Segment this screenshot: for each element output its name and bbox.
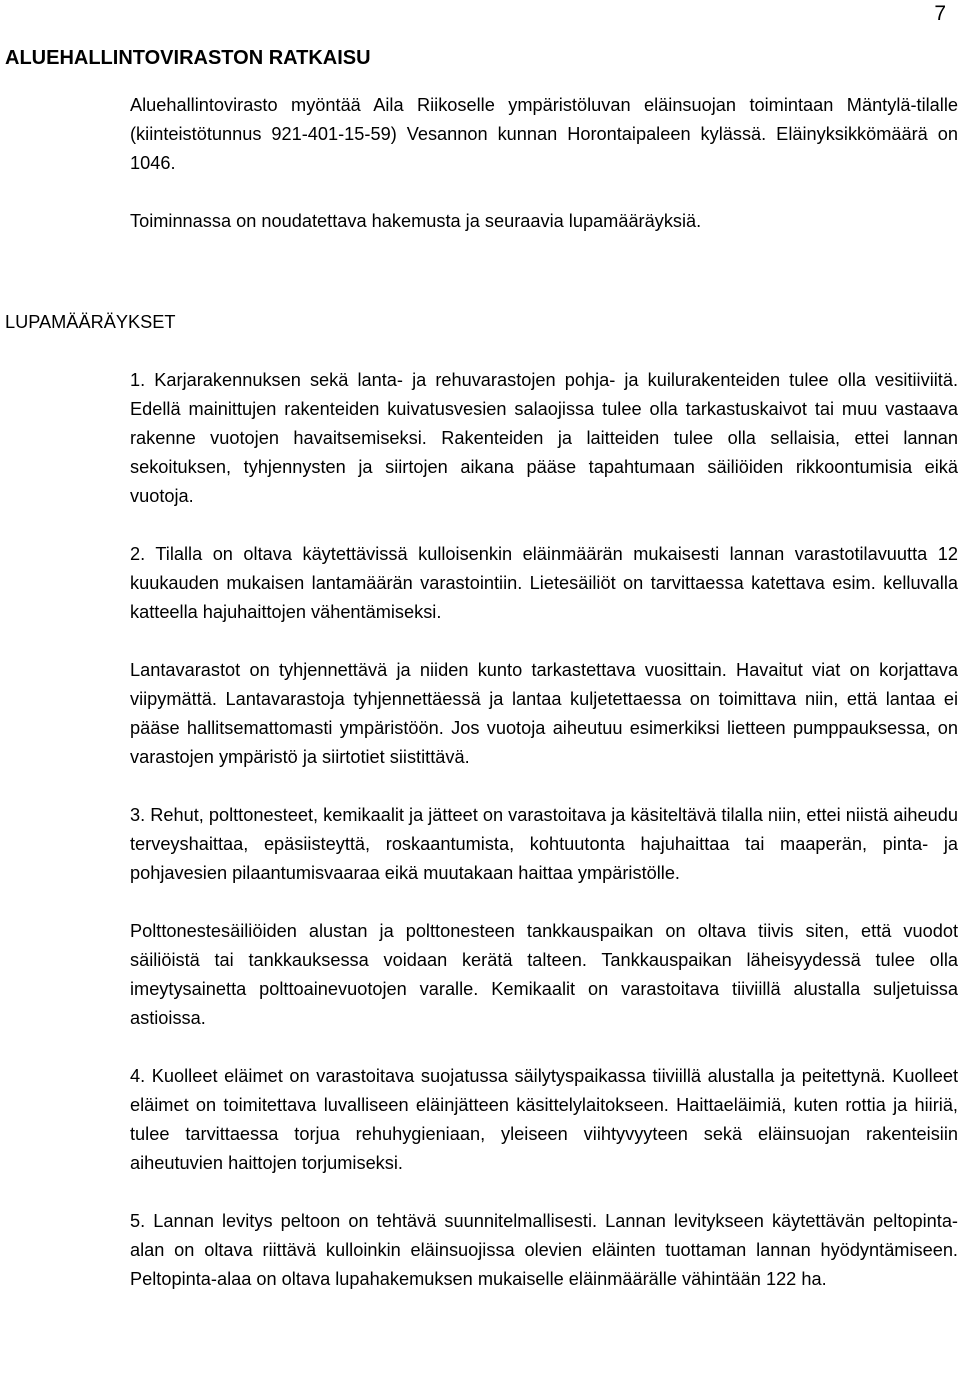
condition-paragraph: 5. Lannan levitys peltoon on tehtävä suunnitelmallisesti. Lannan levitykseen käytettävän peltopinta-alan on oltava riittävä kulloinkin eläinsuojissa olevien eläinten tuottaman lannan hyödyntämiseen. Peltopinta-alaa on oltava lupahakemuksen mukaiselle eläinmäärälle vähintään 122 ha.	[130, 1211, 958, 1289]
condition-paragraph: 3. Rehut, polttonesteet, kemikaalit ja jätteet on varastoitava ja käsiteltävä tilalla niin, ettei niistä aiheudu terveyshaittaa, epäsiisteyttä, roskaantumista, kohtuutonta hajuhaittaa tai maaperän, pinta- ja pohjavesien pilaantumisvaaraa eikä muutakaan haittaa ympäristölle.	[130, 805, 959, 883]
intro-paragraph: Aluehallintovirasto myöntää Aila Riikoselle ympäristöluvan eläinsuojan toimintaan Mäntylä-tilalle (kiinteistötunnus 921-401-15-59) Vesannon kunnan Horontaipaleen kylässä. Eläinyksikkömäärä on 1046.	[130, 95, 958, 173]
section-heading: LUPAMÄÄRÄYKSET	[5, 312, 176, 332]
condition-paragraph: Lantavarastot on tyhjennettävä ja niiden kunto tarkastettava vuosittain. Havaitut viat on korjattava viipymättä. Lantavarastoja tyhjennettäessä ja lantaa kuljetettaessa on toimittava niin, että lantaa ei pääse hallitsemattomasti ympäristöön. Jos vuotoja aiheutuu esimerkiksi lietteen pumppauksessa, on varastojen ympäristö ja siirtotiet siistittävä.	[130, 660, 958, 767]
intro-section	[130, 91, 958, 236]
condition-paragraph: 4. Kuolleet eläimet on varastoitava suojatussa säilytyspaikassa tiiviillä alustalla ja peitettynä. Kuolleet eläimet on toimitettava luvalliseen eläinjätteen käsittelylaitokseen. Haittaeläimiä, kuten rottia ja hiiriä, tulee tarvittaessa torjua rehuhygieniaan, yleiseen viihtyvyyteen sekä eläinsuojan rakenteisiin aiheutuvien haittojen torjumiseksi.	[130, 1066, 958, 1173]
condition-paragraph: 1. Karjarakennuksen sekä lanta- ja rehuvarastojen pohja- ja kuilurakenteiden tulee olla vesitiiviitä. Edellä mainittujen rakenteiden kuivatusvesien salaojissa tulee olla tarkastuskaivot tai muu vastaava rakenne vuotojen havaitsemiseksi. Rakenteiden ja laitteiden tulee olla sellaisia, ettei lannan sekoituksen, tyhjennysten ja siirtojen aikana pääse tapahtumaan säiliöiden rikkoontumisia eikä vuotoja.	[130, 370, 958, 506]
conditions-section	[130, 366, 958, 1294]
intro-paragraph: Toiminnassa on noudatettava hakemusta ja seuraavia lupamääräyksiä.	[130, 211, 702, 231]
document-title: ALUEHALLINTOVIRASTON RATKAISU	[5, 47, 371, 69]
page-number: 7	[934, 2, 946, 25]
condition-paragraph: Polttonestesäiliöiden alustan ja polttonesteen tankkauspaikan on oltava tiivis siten, että vuodot säiliöistä tai tankkauksessa voidaan kerätä talteen. Tankkauspaikan läheisyydessä tulee olla imeytysainetta polttoainevuotojen varalle. Kemikaalit on varastoitava tiiviillä alustalla suljetuissa astioissa.	[130, 921, 958, 1028]
condition-paragraph: 2. Tilalla on oltava käytettävissä kulloisenkin eläinmäärän mukaisesti lannan varastotilavuutta 12 kuukauden mukaisen lantamäärän varastointiin. Lietesäiliöt on tarvittaessa katettava esim. kelluvalla katteella hajuhaittojen vähentämiseksi.	[130, 544, 958, 622]
